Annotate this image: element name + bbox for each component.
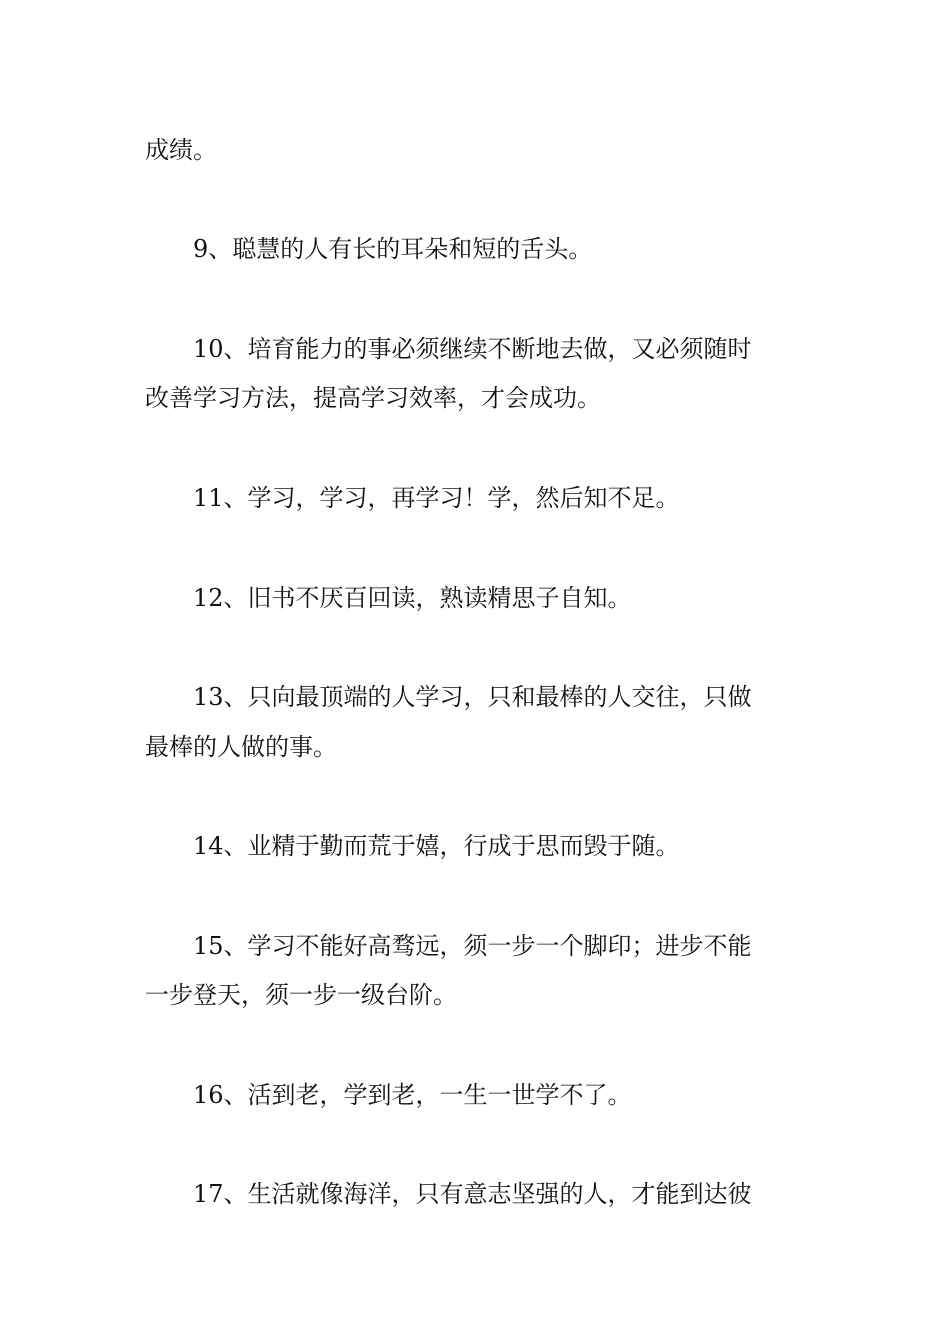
quote-15-continued: 一步登天，须一步一级台阶。 — [145, 981, 457, 1009]
quote-13-continued: 最棒的人做的事。 — [145, 733, 337, 761]
quote-12: 12、旧书不厌百回读，熟读精思子自知。 — [193, 584, 632, 612]
quote-10: 10、培育能力的事必须继续不断地去做，又必须随时 — [193, 335, 752, 363]
quote-11: 11、学习，学习，再学习！学，然后知不足。 — [193, 484, 680, 512]
quote-17: 17、生活就像海洋，只有意志坚强的人，才能到达彼 — [193, 1180, 752, 1208]
quote-10-continued: 改善学习方法，提高学习效率，才会成功。 — [145, 384, 601, 412]
quote-16: 16、活到老，学到老，一生一世学不了。 — [193, 1081, 632, 1109]
quote-14: 14、业精于勤而荒于嬉，行成于思而毁于随。 — [193, 832, 680, 860]
quote-9: 9、聪慧的人有长的耳朵和短的舌头。 — [193, 235, 593, 263]
quote-13: 13、只向最顶端的人学习，只和最棒的人交往，只做 — [193, 683, 752, 711]
quote-15: 15、学习不能好高骛远，须一步一个脚印；进步不能 — [193, 932, 752, 960]
text-line: 成绩。 — [145, 136, 217, 164]
